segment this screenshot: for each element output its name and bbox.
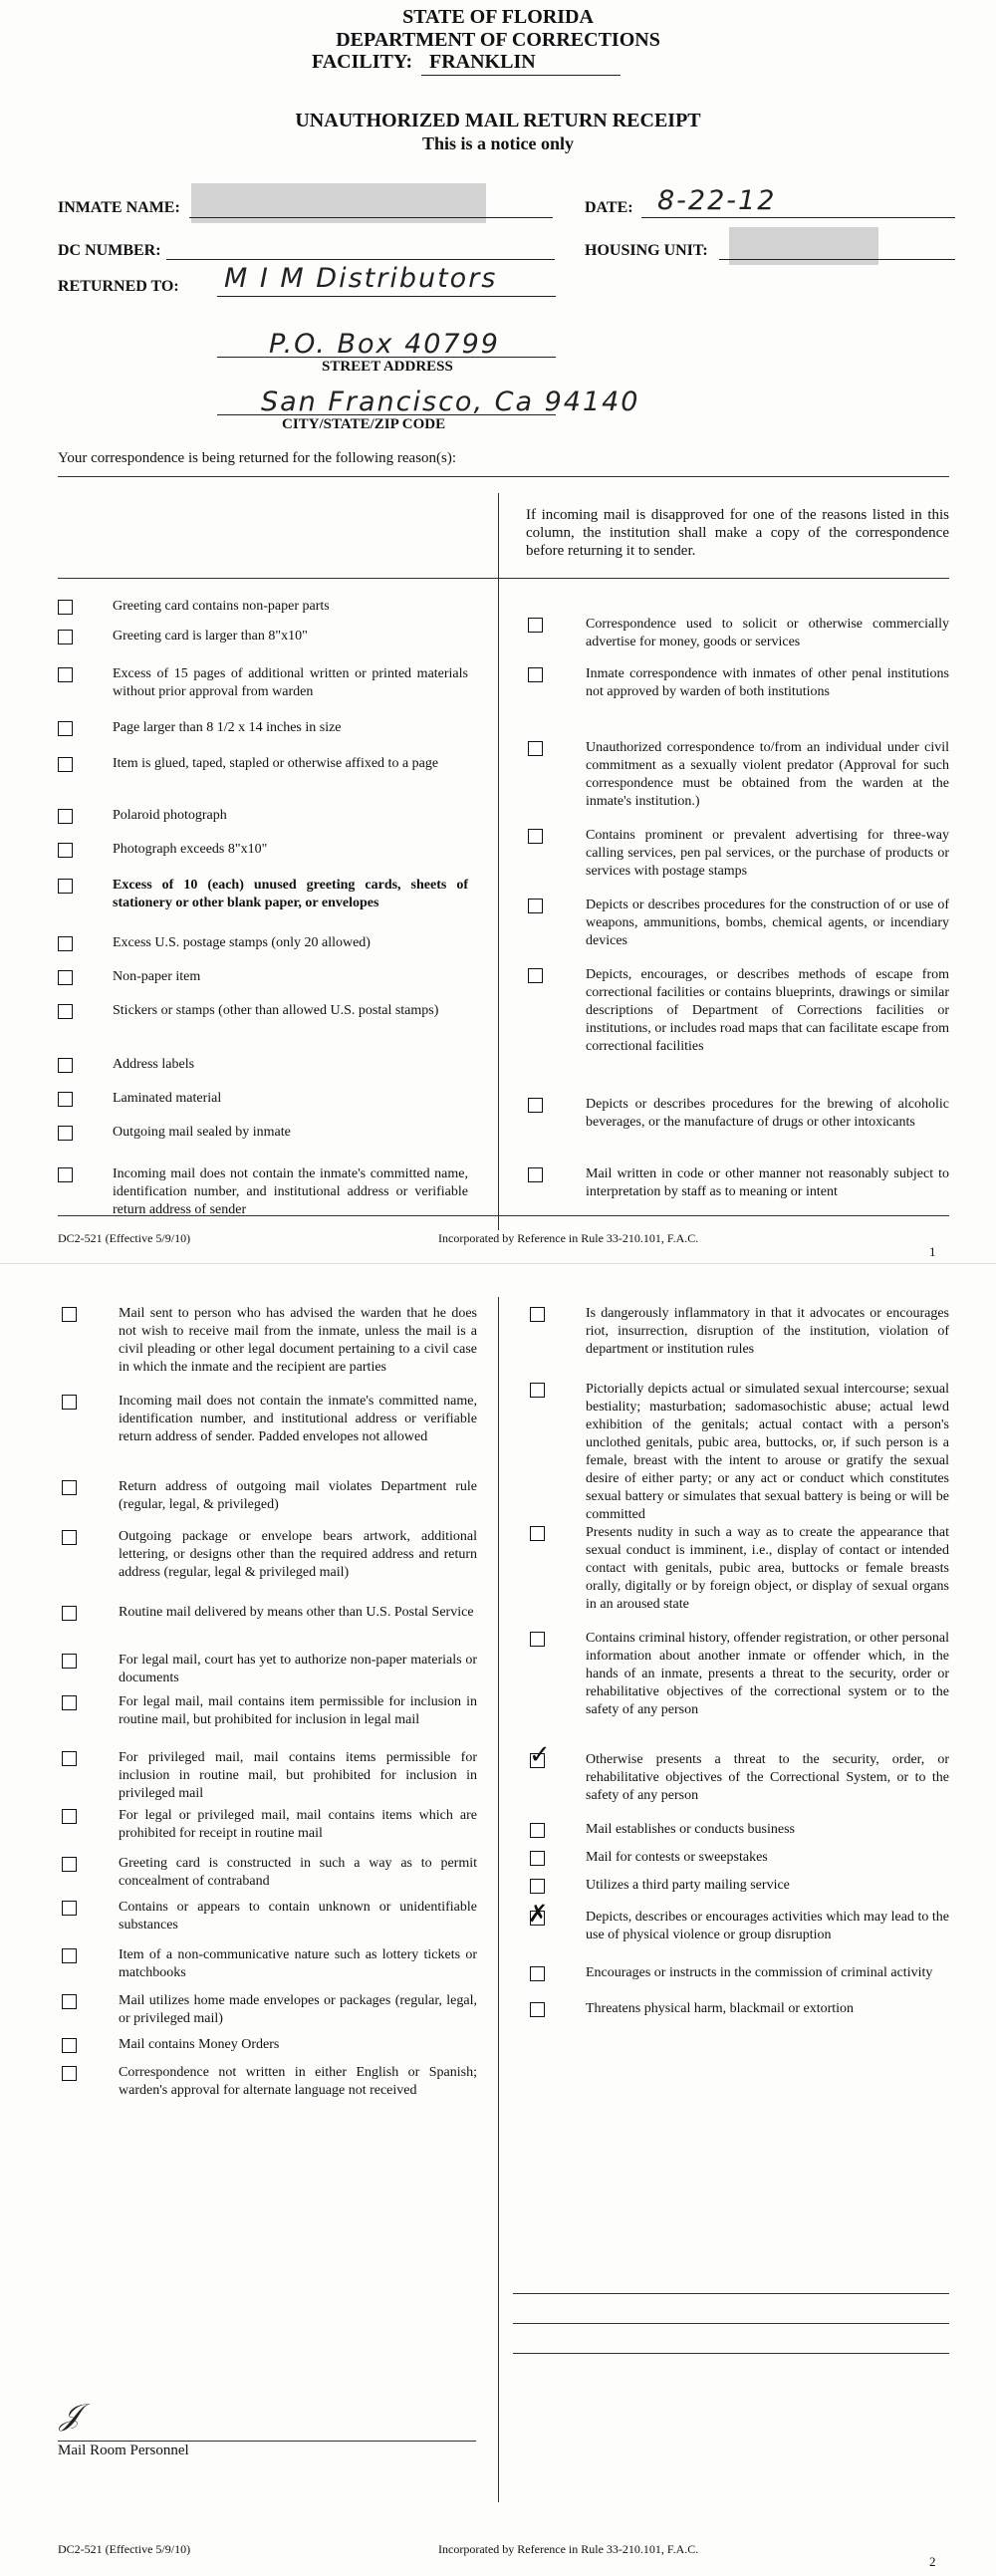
footer-form-number: DC2-521 (Effective 5/9/10) bbox=[58, 1231, 191, 1245]
table-bottom-rule bbox=[58, 1215, 949, 1216]
page-number: 2 bbox=[929, 2554, 936, 2569]
reason-text: Depicts, describes or encourages activities which may lead to the use of physical violence or group disruption bbox=[586, 1910, 949, 1942]
inmate-name-line bbox=[189, 217, 553, 218]
reason-text: Correspondence used to solicit or otherwise commercially advertise for money, goods or services bbox=[586, 617, 949, 649]
reason-text: Greeting card is larger than 8"x10" bbox=[113, 629, 308, 644]
reason-checkbox[interactable] bbox=[58, 970, 73, 985]
signature-mark: 𝒥 bbox=[60, 2398, 81, 2433]
reason-checkbox[interactable] bbox=[62, 1948, 77, 1963]
reason-text: Non-paper item bbox=[113, 969, 201, 984]
column-divider bbox=[498, 1297, 499, 2502]
reason-text: For legal mail, court has yet to authorize non-paper materials or documents bbox=[119, 1653, 477, 1685]
reason-checkbox[interactable] bbox=[530, 1911, 545, 1926]
reason-checkbox[interactable] bbox=[530, 2002, 545, 2017]
reason-text: Inmate correspondence with inmates of other penal institutions not approved by warden of both institutions bbox=[586, 666, 949, 699]
reasons-intro: Your correspondence is being returned for the following reason(s): bbox=[58, 450, 457, 466]
reason-text: Depicts or describes procedures for the brewing of alcoholic beverages, or the manufacture of drugs or other intoxicants bbox=[586, 1097, 949, 1130]
returned-to-line bbox=[217, 296, 556, 297]
reason-text: For legal mail, mail contains item permissible for inclusion in routine mail, but prohibited for inclusion in legal mail bbox=[119, 1694, 477, 1727]
reason-checkbox[interactable] bbox=[62, 1901, 77, 1916]
reason-checkbox[interactable] bbox=[58, 1058, 73, 1073]
reason-checkbox[interactable] bbox=[62, 2038, 77, 2053]
city-label: CITY/STATE/ZIP CODE bbox=[282, 416, 446, 432]
reason-text: Encourages or instructs in the commission of criminal activity bbox=[586, 1965, 933, 1980]
reason-checkbox[interactable] bbox=[62, 1751, 77, 1766]
reason-checkbox[interactable] bbox=[530, 1632, 545, 1647]
street-line bbox=[217, 357, 556, 358]
reason-checkbox[interactable] bbox=[62, 1395, 77, 1410]
reason-text: Greeting card is constructed in such a way as to permit concealment of contraband bbox=[119, 1856, 477, 1889]
reason-text: Outgoing mail sealed by inmate bbox=[113, 1125, 291, 1140]
reason-checkbox[interactable] bbox=[62, 1530, 77, 1545]
reason-checkbox[interactable] bbox=[528, 1167, 543, 1182]
signature-label: Mail Room Personnel bbox=[58, 2443, 189, 2458]
reason-checkbox[interactable] bbox=[62, 1695, 77, 1710]
reason-text: Mail contains Money Orders bbox=[119, 2037, 280, 2052]
reason-text: For legal or privileged mail, mail contains items which are prohibited for receipt in routine mail bbox=[119, 1808, 477, 1841]
reason-checkbox[interactable] bbox=[58, 721, 73, 736]
facility-value: FRANKLIN bbox=[429, 51, 536, 73]
returned-to-label: RETURNED TO: bbox=[58, 278, 179, 295]
form-page-1 bbox=[0, 0, 996, 1264]
reason-text: Stickers or stamps (other than allowed U.S. postal stamps) bbox=[113, 1003, 439, 1018]
reason-checkbox[interactable] bbox=[58, 936, 73, 951]
date-value: 8-22-12 bbox=[657, 185, 777, 216]
blank-rule bbox=[513, 2293, 949, 2294]
table-header-rule bbox=[58, 578, 949, 579]
reason-checkbox[interactable] bbox=[528, 829, 543, 844]
table-top-rule bbox=[58, 476, 949, 477]
column-divider bbox=[498, 493, 499, 1230]
reason-text: Correspondence not written in either English or Spanish; warden's approval for alternate language not received bbox=[119, 2065, 477, 2098]
reason-text: Utilizes a third party mailing service bbox=[586, 1878, 790, 1893]
reason-text: Depicts, encourages, or describes methods of escape from correctional facilities or contains blueprints, drawings or similar descriptions of Department of Corrections facilities or institutions, or includes road maps that can facilitate escape from correctional facilities bbox=[586, 967, 949, 1054]
date-label: DATE: bbox=[585, 199, 633, 216]
blank-rule bbox=[513, 2323, 949, 2324]
form-subtitle: This is a notice only bbox=[421, 133, 575, 153]
reason-checkbox[interactable] bbox=[530, 1823, 545, 1838]
reason-checkbox[interactable] bbox=[58, 809, 73, 824]
dc-number-line bbox=[166, 259, 555, 260]
reason-checkbox[interactable] bbox=[62, 1809, 77, 1824]
reason-checkbox[interactable] bbox=[58, 757, 73, 772]
right-column-note: If incoming mail is disapproved for one of the reasons listed in this column, the institution shall make a copy of the correspondence before returning it to sender. bbox=[526, 507, 949, 559]
reason-checkbox[interactable] bbox=[58, 1126, 73, 1141]
reason-text: Excess U.S. postage stamps (only 20 allowed) bbox=[113, 935, 371, 950]
footer-reference: Incorporated by Reference in Rule 33-210.101, F.A.C. bbox=[438, 1231, 699, 1245]
department-heading: DEPARTMENT OF CORRECTIONS bbox=[336, 29, 660, 51]
reason-text: Excess of 15 pages of additional written or printed materials without prior approval from warden bbox=[113, 666, 468, 699]
inmate-name-label: INMATE NAME: bbox=[58, 199, 180, 216]
reason-text: Item of a non-communicative nature such as lottery tickets or matchbooks bbox=[119, 1947, 477, 1980]
facility-label: FACILITY: bbox=[312, 51, 413, 73]
reason-text: Is dangerously inflammatory in that it advocates or encourages riot, insurrection, disruption of the institution, violation of department or institution rules bbox=[586, 1306, 949, 1357]
reason-checkbox[interactable] bbox=[58, 1004, 73, 1019]
reason-text: Photograph exceeds 8"x10" bbox=[113, 842, 268, 857]
reason-text: Contains criminal history, offender registration, or other personal information about another inmate or offender which, in the hands of an inmate, presents a threat to the security, order or rehabilitative objectives of the correctional system or to the safety of any person bbox=[586, 1631, 949, 1717]
reason-checkbox[interactable] bbox=[58, 1167, 73, 1182]
reason-text: Mail sent to person who has advised the warden that he does not wish to receive mail from the inmate, unless the mail is a civil pleading or other legal document pertaining to a civil case in which the inmate and the recipient are parties bbox=[119, 1306, 477, 1375]
reason-text: Incoming mail does not contain the inmate's committed name, identification number, and institutional address or verifiable return address of sender. Padded envelopes not allowed bbox=[119, 1394, 477, 1444]
city-line bbox=[217, 414, 556, 415]
reason-text: Mail for contests or sweepstakes bbox=[586, 1850, 768, 1865]
reason-text: Greeting card contains non-paper parts bbox=[113, 599, 330, 614]
footer-reference: Incorporated by Reference in Rule 33-210.101, F.A.C. bbox=[438, 2542, 699, 2556]
reason-text: Excess of 10 (each) unused greeting cards, sheets of stationery or other blank paper, or envelopes bbox=[113, 878, 468, 910]
reason-checkbox[interactable] bbox=[530, 1966, 545, 1981]
state-heading: STATE OF FLORIDA bbox=[402, 6, 594, 28]
reason-text: Address labels bbox=[113, 1057, 195, 1072]
housing-unit-line bbox=[719, 259, 955, 260]
signature-line bbox=[58, 2441, 476, 2442]
reason-checkbox[interactable] bbox=[528, 968, 543, 983]
street-value: P.O. Box 40799 bbox=[269, 329, 500, 360]
reason-checkbox[interactable] bbox=[530, 1879, 545, 1894]
footer-form-number: DC2-521 (Effective 5/9/10) bbox=[58, 2542, 191, 2556]
reason-text: Laminated material bbox=[113, 1091, 222, 1106]
city-value: San Francisco, Ca 94140 bbox=[261, 386, 640, 417]
reason-text: Threatens physical harm, blackmail or extortion bbox=[586, 2001, 855, 2016]
form-title: UNAUTHORIZED MAIL RETURN RECEIPT bbox=[295, 110, 701, 131]
reason-checkbox[interactable] bbox=[58, 600, 73, 615]
reason-text: Mail establishes or conducts business bbox=[586, 1822, 795, 1837]
reason-checkbox[interactable] bbox=[530, 1753, 545, 1768]
reason-text: Presents nudity in such a way as to create the appearance that sexual conduct is imminent, i.e., display of contact or intended contact with genitals, pubic area, buttocks or female breasts orally, digitally or by foreign object, or display of sexual organs in an aroused state bbox=[586, 1525, 949, 1612]
reason-checkbox[interactable] bbox=[530, 1526, 545, 1541]
form-page-2 bbox=[0, 1267, 996, 2576]
street-label: STREET ADDRESS bbox=[322, 359, 453, 375]
reason-text: Mail utilizes home made envelopes or packages (regular, legal, or privileged mail) bbox=[119, 1993, 477, 2026]
reason-text: Item is glued, taped, stapled or otherwise affixed to a page bbox=[113, 756, 439, 771]
reason-checkbox[interactable] bbox=[62, 1857, 77, 1872]
reason-checkbox[interactable] bbox=[62, 1654, 77, 1669]
reason-checkbox[interactable] bbox=[62, 1606, 77, 1621]
reason-checkbox[interactable] bbox=[530, 1307, 545, 1322]
reason-checkbox[interactable] bbox=[528, 741, 543, 756]
reason-checkbox[interactable] bbox=[528, 899, 543, 913]
reason-text: Contains or appears to contain unknown or unidentifiable substances bbox=[119, 1900, 477, 1932]
reason-text: Routine mail delivered by means other than U.S. Postal Service bbox=[119, 1605, 474, 1620]
reason-text: Contains prominent or prevalent advertising for three-way calling services, pen pal services, or the purchase of products or services with postage stamps bbox=[586, 828, 949, 879]
page-number: 1 bbox=[929, 1244, 936, 1259]
reason-checkbox[interactable] bbox=[62, 2066, 77, 2081]
blank-rule bbox=[513, 2353, 949, 2354]
reason-text: Outgoing package or envelope bears artwork, additional lettering, or designs other than the required address and return address (regular, legal & privileged mail) bbox=[119, 1529, 477, 1580]
reason-text: Return address of outgoing mail violates Department rule (regular, legal, & privileged) bbox=[119, 1479, 477, 1512]
reason-checkbox[interactable] bbox=[528, 667, 543, 682]
reason-checkbox[interactable] bbox=[528, 618, 543, 633]
reason-checkbox[interactable] bbox=[528, 1098, 543, 1113]
reason-text: Incoming mail does not contain the inmate's committed name, identification number, and institutional address or verifiable return address of sender bbox=[113, 1166, 468, 1217]
reason-text: Unauthorized correspondence to/from an individual under civil commitment as a sexually violent predator (Approval for such correspondence must be obtained from the warden at the inmate's institution.) bbox=[586, 740, 949, 809]
returned-to-value: M I M Distributors bbox=[224, 263, 498, 294]
reason-text: Polaroid photograph bbox=[113, 808, 227, 823]
reason-text: Depicts or describes procedures for the construction of or use of weapons, ammunitions, bombs, chemical agents, or incendiary devices bbox=[586, 898, 949, 948]
reason-checkbox[interactable] bbox=[58, 630, 73, 644]
housing-unit-label: HOUSING UNIT: bbox=[585, 242, 708, 259]
reason-text: Otherwise presents a threat to the security, order, or rehabilitative objectives of the Correctional System, or to the safety of any person bbox=[586, 1752, 949, 1803]
reason-text: For privileged mail, mail contains items permissible for inclusion in routine mail, but prohibited for inclusion in privileged mail bbox=[119, 1750, 477, 1801]
reason-checkbox[interactable] bbox=[58, 1092, 73, 1107]
facility-underline bbox=[421, 75, 621, 76]
reason-checkbox[interactable] bbox=[58, 843, 73, 858]
date-line bbox=[641, 217, 955, 218]
reason-checkbox[interactable] bbox=[58, 667, 73, 682]
reason-checkbox[interactable] bbox=[62, 1994, 77, 2009]
dc-number-label: DC NUMBER: bbox=[58, 242, 161, 259]
reason-checkbox[interactable] bbox=[62, 1307, 77, 1322]
reason-text: Pictorially depicts actual or simulated sexual intercourse; sexual bestiality; masturbation; sadomasochistic abuse; actual lewd exhibition of the genitals; actual contact with a person's unclothed genitals, pubic area, buttocks, or, if such person is a female, breast with the intent to arouse or gratify the sexual desire of either party; or any act or conduct which constitutes sexual battery or simulates that sexual battery is being or will be committed bbox=[586, 1382, 949, 1522]
reason-text: Page larger than 8 1/2 x 14 inches in size bbox=[113, 720, 342, 735]
reason-checkbox[interactable] bbox=[530, 1383, 545, 1398]
reason-checkbox[interactable] bbox=[530, 1851, 545, 1866]
reason-checkbox[interactable] bbox=[62, 1480, 77, 1495]
reason-text: Mail written in code or other manner not reasonably subject to interpretation by staff as to meaning or intent bbox=[586, 1166, 949, 1199]
reason-checkbox[interactable] bbox=[58, 879, 73, 894]
